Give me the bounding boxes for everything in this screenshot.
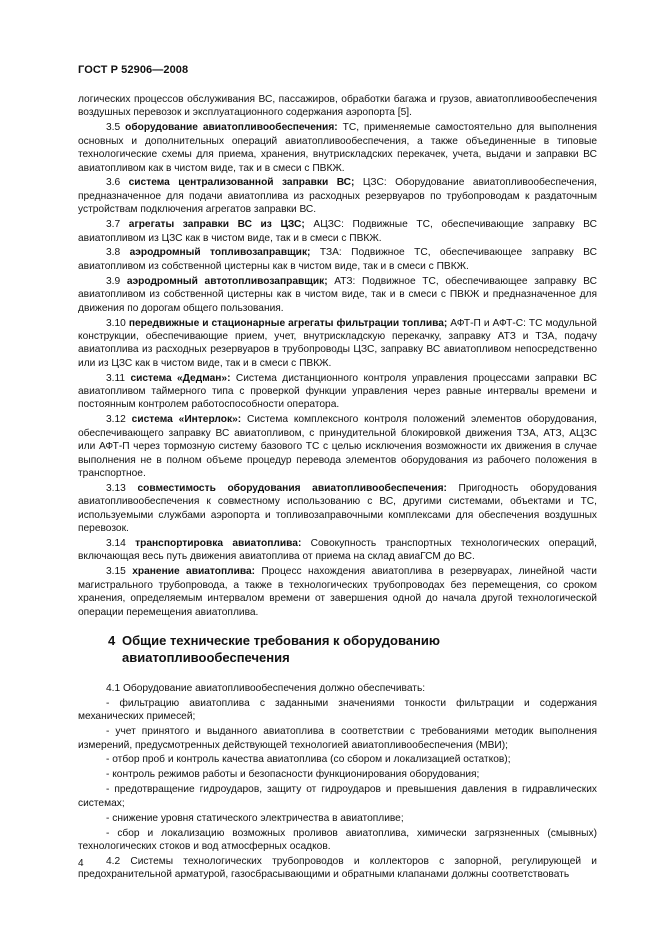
definition-item — [78, 482, 597, 536]
definition-item — [78, 121, 597, 175]
definitions-list — [78, 121, 597, 619]
list-item: - снижение уровня статического электричества в авиатопливе; — [106, 812, 404, 824]
definition-item — [78, 565, 597, 619]
item-number: 3.5 — [106, 122, 121, 134]
item-number: 3.10 — [106, 317, 126, 329]
item-number: 3.15 — [106, 566, 126, 578]
list-item: - предотвращение гидроударов, защиту от гидроударов и превышения давления в гидравлических системах; — [78, 784, 597, 809]
item-text: ЦЗС: Оборудование авиатопливообеспечения, предназначенное для подачи авиатоплива из расходных резервуаров по трубопроводам к раздаточным устройствам подключения агрегатов заправки ВС. — [78, 177, 597, 216]
item-text: АЦЗС: Подвижные ТС, обеспечивающие заправку ВС авиатопливом из ЦЗС как в чистом виде, так и в смеси с ПВКЖ. — [78, 219, 597, 244]
requirements-list — [78, 697, 597, 853]
section-heading — [78, 632, 597, 666]
section-title-line1: Общие технические требования к оборудованию — [122, 632, 440, 648]
item-term: аэродромный топливозаправщик; — [129, 247, 311, 259]
item-text: Совокупность транспортных технологических операций, включающая весь путь движения авиатоплива от приема на склад авиаГСМ до ВС. — [78, 538, 597, 563]
definition-item — [78, 413, 597, 480]
item-number: 3.8 — [106, 247, 121, 259]
item-text: ТС, применяемые самостоятельно для выполнения основных и дополнительных операций авиатопливообеспечения, а также объединенные в типовые технологические схемы для приема, хранения, внутрискладских перекачек, учета, выдачи и заправки ВС авиатопливом как в чистом виде, так и в смеси с ПВКЖ. — [78, 122, 598, 174]
definition-item — [78, 275, 597, 315]
intro-continuation: логических процессов обслуживания ВС, пассажиров, обработки багажа и грузов, авиатопливообеспечения воздушных перевозок и эксплуатационного содержания аэропорта [5]. — [78, 94, 597, 119]
section-number: 4 — [108, 632, 116, 648]
item-term: система централизованной заправки ВС; — [128, 177, 355, 189]
definition-item — [78, 317, 597, 371]
definition-item — [78, 537, 597, 564]
item-term: оборудование авиатопливообеспечения: — [125, 122, 338, 134]
item-term: хранение авиатоплива: — [132, 566, 256, 578]
item-term: агрегаты заправки ВС из ЦЗС; — [128, 219, 305, 231]
definition-item — [78, 176, 597, 216]
item-term: совместимость оборудования авиатопливообеспечения: — [137, 482, 447, 494]
item-number: 3.12 — [106, 414, 126, 426]
item-text: ТЗА: Подвижное ТС, обеспечивающее заправку ВС авиатопливом из собственной цистерны как в чистом виде, так и в смеси с ПВКЖ. — [78, 247, 597, 272]
list-item: - отбор проб и контроль качества авиатоплива (со сбором и локализацией остатков); — [106, 754, 511, 766]
list-item: - сбор и локализацию возможных проливов авиатоплива, химически загрязненных (смывных) технологических стоков и вод атмосферных осадков. — [78, 827, 597, 852]
item-term: передвижные и стационарные агрегаты фильтрации топлива; — [128, 317, 448, 329]
item-term: система «Дедман»: — [130, 372, 231, 384]
list-item: - контроль режимов работы и безопасности функционирования оборудования; — [106, 769, 480, 781]
item-number: 3.7 — [106, 219, 121, 231]
item-number: 3.14 — [106, 538, 126, 549]
item-number: 3.6 — [106, 177, 121, 189]
item-text: Процесс нахождения авиатоплива в резервуарах, линейной части магистрального трубопровода, а также в технологических трубопроводах без перемещения, со сроком хранения, определяемым интервалом времени от завершения одной до начала другой технологической операции перемещения авиатоплива. — [78, 566, 597, 618]
item-text: АТЗ: Подвижное ТС, обеспечивающее заправку ВС авиатопливом из собственной цистерны как в чистом виде, так и в смеси с ПВКЖ и предназначенное для движения по дорогам общего пользования. — [78, 275, 597, 314]
item-number: 3.11 — [106, 372, 126, 384]
list-item: - учет принятого и выданного авиатоплива в соответствии с требованиями методик выполнения измерений, предусмотренных действующей технологией авиатопливообеспечения (МВИ); — [78, 726, 597, 751]
item-text: Пригодность оборудования авиатопливообеспечения к совместному использованию с ВС, другими системами, объектами и ТС, используемыми службами аэропорта и топливозаправочными комплексами для обеспечения воздушных перевозок. — [78, 482, 597, 535]
section-title-line2: авиатопливообеспечения — [122, 649, 290, 665]
definition-item — [78, 372, 597, 412]
definition-item — [78, 246, 597, 273]
item-text: Система дистанционного контроля управления процессами заправки ВС авиатопливом таймерного типа с проверкой функции управления через равные интервалы времени и постоянным контролем работоспособности оператора. — [78, 372, 597, 411]
item-term: система «Интерлок»: — [131, 414, 242, 426]
item-text: АФТ-П и АФТ-С: ТС модульной конструкции, обеспечивающие прием, учет, внутрискладскую перекачку, заправку АТЗ и ТЗА, подачу авиатоплива из расходных резервуаров в трубопроводы ЦЗС, заправку ВС авиатопливом непосредственно или из ЦЗС как в чистом виде, так и в смеси с ПВКЖ. — [78, 317, 597, 369]
paragraph-4-1: 4.1 Оборудование авиатопливообеспечения должно обеспечивать: — [106, 682, 426, 694]
item-number: 3.9 — [106, 275, 121, 287]
page-number: 4 — [78, 858, 84, 869]
definition-item — [78, 218, 597, 245]
item-term: транспортировка авиатоплива: — [135, 538, 302, 549]
item-text: Система комплексного контроля положений элементов оборудования, обеспечивающего заправку ВС авиатопливом, с принудительной блокировкой движения ТЗА, АТЗ, АЦЗС или АФТ-П через тормозную систему базового ТС с целью исключения возможности их движения в случае выполнения не в полном объеме процедур перевода элементов оборудования из рабочего положения в транспортное. — [78, 414, 597, 479]
list-item: - фильтрацию авиатоплива с заданными значениями тонкости фильтрации и содержания механических примесей; — [78, 697, 597, 723]
item-term: аэродромный автотопливозаправщик; — [126, 275, 328, 287]
paragraph-4-2: 4.2 Системы технологических трубопроводов и коллекторов с запорной, регулирующей и предохранительной арматурой, газосбрасывающими и обратными клапанами должны соответствовать — [78, 855, 597, 881]
item-number: 3.13 — [106, 482, 126, 494]
document-body — [78, 93, 597, 883]
document-header: ГОСТ Р 52906—2008 — [78, 64, 189, 76]
